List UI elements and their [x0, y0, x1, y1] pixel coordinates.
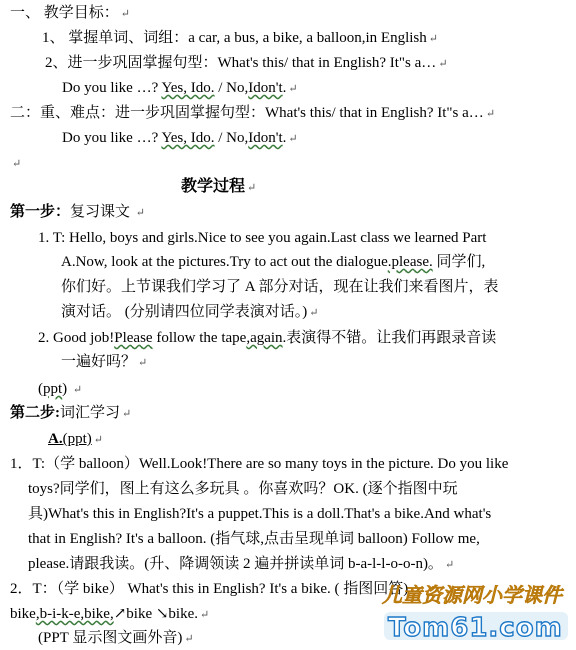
text-segment: ↗bike ↘bike. [113, 606, 199, 622]
teaching-process-title [181, 178, 256, 197]
text-segment: (ppt) [62, 431, 92, 447]
vocab-item-2-line-2 [10, 605, 209, 624]
text-segment: Idon't [248, 130, 283, 146]
text-segment: Please [114, 330, 153, 346]
text-segment: .表演得不错。让我们再跟录音读 [282, 330, 497, 346]
step-2-heading [10, 404, 131, 423]
paragraph-mark-icon: ↵ [444, 559, 455, 571]
vocab-item-1-line-5 [28, 555, 454, 574]
text-segment: bike [10, 606, 36, 622]
text-segment: 演对话。 (分别请四位同学表演对话。) [61, 304, 308, 320]
text-segment: 二：重、难点：进一步巩固掌握句型：What's this/ that in English? It"s a… [10, 105, 484, 121]
paragraph-mark-icon: ↵ [428, 33, 438, 45]
paragraph-mark-icon: ↵ [309, 307, 319, 319]
text-segment: ppt [43, 381, 63, 397]
step-1-item-1-line-4 [61, 303, 318, 322]
text-segment: ,b-i-k-e,bike, [35, 606, 114, 622]
text-segment: A. [48, 431, 63, 447]
text-segment: 教学过程 [181, 178, 246, 195]
svg-text:Tom61.com: Tom61.com [388, 613, 563, 643]
text-segment: that in English? It's a balloon. (指气球,点击呈现单词 balloon) Follow me, [28, 531, 480, 547]
text-segment: Yes, Ido. [161, 80, 215, 96]
text-segment: Do you like …? [62, 130, 162, 146]
text-segment: follow the tape [152, 330, 247, 346]
ppt-voiceover-note [38, 629, 194, 648]
text-segment: / No, [214, 130, 249, 146]
ppt-note [38, 380, 82, 399]
text-segment: 2. Good job! [38, 330, 115, 346]
key-points-heading [10, 104, 495, 123]
text-segment: 1、 掌握单词、词组：a car, a bus, a bike, a balloon,in English [42, 30, 427, 46]
blank-line [10, 154, 21, 173]
paragraph-mark-icon: ↵ [485, 108, 496, 120]
vocab-item-2-line-1 [10, 580, 408, 598]
text-segment: 2、进一步巩固掌握句型：What's this/ that in English? It"s a… [45, 55, 437, 71]
step-1-item-1-line-2 [61, 253, 485, 271]
paragraph-mark-icon: ↵ [122, 408, 132, 420]
vocab-item-1-line-1 [10, 455, 508, 473]
paragraph-mark-icon: ↵ [72, 384, 83, 396]
logo-url-text [384, 612, 568, 643]
text-segment: please.请跟我读。(升、降调领读 2 遍并拼读单词 b-a-l-l-o-o-n)。 [28, 556, 443, 572]
text-segment: . [282, 80, 287, 96]
step-1-item-1-line-1 [38, 229, 486, 247]
text-segment: 一遍好吗？ [61, 354, 137, 370]
text-segment: Idon't [248, 80, 283, 96]
paragraph-mark-icon: ↵ [12, 158, 22, 170]
text-segment: ) [62, 381, 71, 397]
text-segment: 1．T:（学 balloon）Well.Look!There are so many toys in the picture. Do you like [10, 456, 509, 472]
text-segment: .please. [387, 254, 433, 270]
text-segment: 词汇学习 [60, 405, 121, 421]
text-segment: Do you like …? [62, 80, 162, 96]
text-segment: 1. T: Hello, boys and girls.Nice to see you again.Last class we learned Part [38, 230, 487, 246]
paragraph-mark-icon: ↵ [438, 58, 448, 70]
text-segment: 第一步： [10, 204, 71, 220]
vocab-item-1-line-2 [28, 480, 458, 498]
text-segment: (PPT 显示图文画外音) [38, 630, 183, 646]
text-segment: A.Now, look at the pictures.Try to act out the dialogue [61, 254, 388, 270]
objective-2-sentence [45, 54, 448, 73]
text-segment: 你们好。上节课我们学习了 A 部分对话，现在让我们来看图片，表 [61, 279, 499, 295]
step-1-heading [10, 203, 145, 222]
text-segment: 2．T：（学 bike） What's this in English? It's a bike. ( 指图回答) [10, 581, 409, 597]
text-segment: 第二步: [10, 405, 60, 421]
paragraph-mark-icon: ↵ [247, 182, 257, 194]
paragraph-mark-icon: ↵ [288, 83, 298, 95]
step-1-item-2-line-1 [38, 329, 496, 347]
text-segment: ,again [246, 330, 283, 346]
step-1-item-2-line-2 [61, 353, 147, 372]
text-segment: toys?同学们，图上有这么多玩具 。你喜欢吗？OK. (逐个指图中玩 [28, 481, 458, 497]
text-segment: 具)What's this in English?It's a puppet.This is a doll.That's a bike.And what's [28, 506, 492, 522]
paragraph-mark-icon: ↵ [288, 133, 298, 145]
objectives-heading [10, 4, 130, 23]
paragraph-mark-icon: ↵ [184, 633, 194, 645]
text-segment: 同学们, [432, 254, 486, 270]
paragraph-mark-icon: ↵ [138, 357, 148, 369]
paragraph-mark-icon: ↵ [120, 8, 130, 20]
objective-2-sentence-example [62, 79, 298, 98]
text-segment: Yes, Ido. [161, 130, 215, 146]
paragraph-mark-icon: ↵ [135, 207, 145, 219]
text-segment: 一、 教学目标： [10, 5, 119, 21]
vocab-item-1-line-4 [28, 530, 480, 548]
paragraph-mark-icon: ↵ [93, 434, 103, 446]
objective-1-vocab [42, 29, 438, 48]
paragraph-mark-icon: ↵ [200, 609, 210, 621]
key-points-example [62, 129, 298, 148]
vocab-item-1-line-3 [28, 505, 491, 523]
text-segment: 复习课文 [70, 204, 134, 220]
section-a-label [48, 430, 103, 449]
logo-chinese-text: 儿童资源网小学课件 [382, 583, 562, 607]
text-segment: / No, [214, 80, 249, 96]
text-segment: . [282, 130, 287, 146]
step-1-item-1-line-3 [61, 278, 499, 296]
text-segment: ( [38, 381, 43, 397]
site-logo [378, 578, 574, 646]
